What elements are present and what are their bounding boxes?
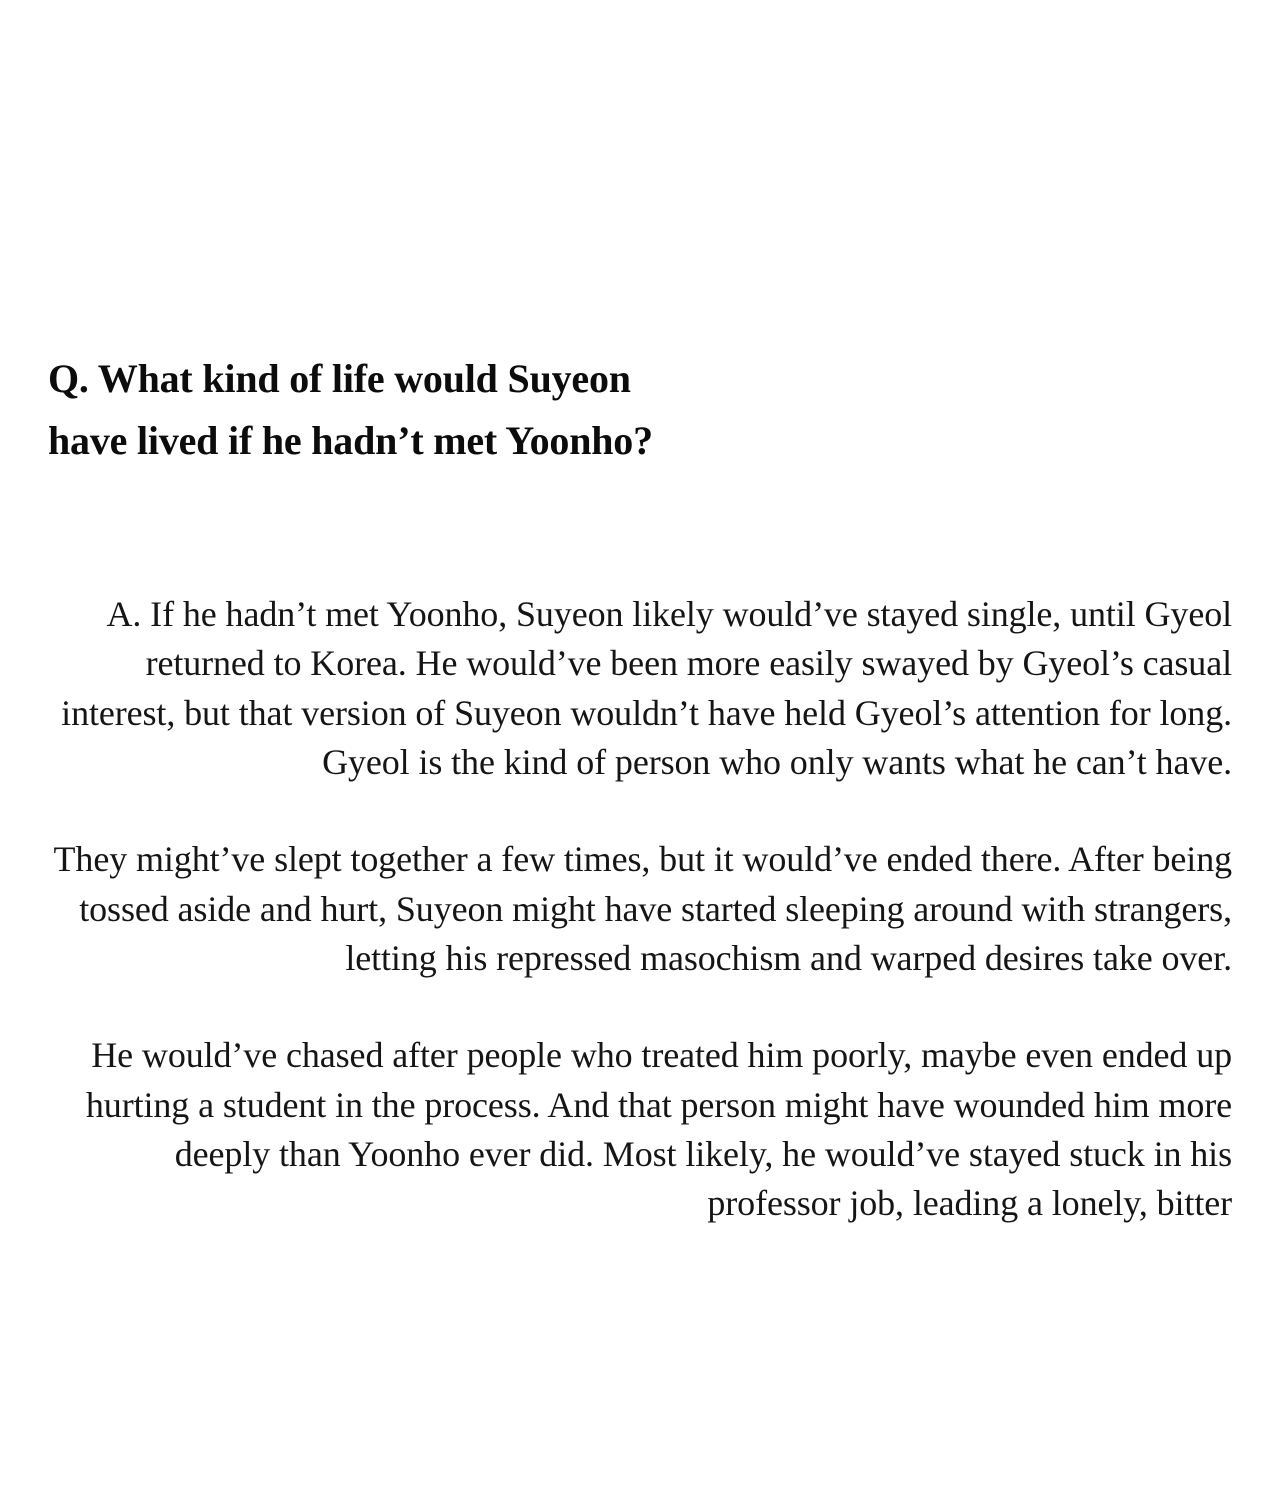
question-line-2: have lived if he hadn’t met Yoonho? — [48, 418, 653, 463]
question-line-1: Q. What kind of life would Suyeon — [48, 356, 631, 401]
question-heading — [48, 0, 1232, 472]
answer-body — [48, 590, 1232, 1228]
answer-paragraph-3: He would’ve chased after people who treated him poorly, maybe even ended up hurting a student in the process. And that person might have wounded him more deeply than Yoonho ever did. Most likely, he would’ve stayed stuck in his professor job, leading a lonely, bitter — [85, 1035, 1232, 1224]
answer-paragraph-2: They might’ve slept together a few times, but it would’ve ended there. After being tossed aside and hurt, Suyeon might have started sleeping around with strangers, letting his repressed masochism and warped desires take over. — [53, 839, 1232, 978]
answer-paragraph-1: A. If he hadn’t met Yoonho, Suyeon likely would’ve stayed single, until Gyeol returned to Korea. He would’ve been more easily swayed by Gyeol’s casual interest, but that version of Suyeon wouldn’t have held Gyeol’s attention for long. Gyeol is the kind of person who only wants what he can’t have. — [61, 594, 1232, 782]
